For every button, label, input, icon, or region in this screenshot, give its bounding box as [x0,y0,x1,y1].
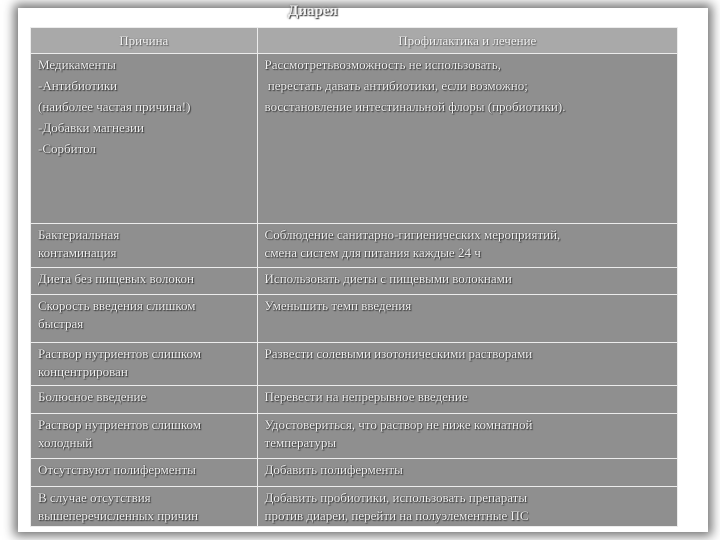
treatment-line: против диареи, перейти на полуэлементные ПС [264,508,529,523]
treatment-line: смена систем для питания каждые 24 ч [264,245,481,260]
treatment-cell [257,386,677,414]
table-row [31,54,678,224]
cause-cell [31,487,258,527]
table-row [31,487,678,527]
treatment-line: Рассмотретьвозможность не использовать, [264,57,501,72]
cause-line: Диета без пищевых волокон [38,271,195,286]
treatment-line: Развести солевыми изотоническими растворами [264,346,533,361]
cause-line: Раствор нутриентов слишком [38,417,201,432]
cause-cell [31,386,258,414]
treatment-cell [257,268,677,295]
table-row [31,414,678,459]
treatment-line: Добавить пробиотики, использовать препараты [264,490,528,505]
diarrhea-table [30,27,678,527]
cause-line: -Добавки магнезии [38,120,144,135]
page-title: Диарея [288,3,338,19]
cause-line: контаминация [38,245,117,260]
header-cause: Причина [31,28,258,54]
cause-line: -Антибиотики [38,78,118,93]
cause-cell [31,224,258,268]
table-row [31,343,678,386]
table-header-row [31,28,678,54]
table-row [31,268,678,295]
treatment-cell [257,459,677,487]
treatment-line: температуры [264,435,337,450]
cause-line: холодный [38,435,93,450]
cause-cell [31,414,258,459]
cause-line: Отсутствуют полиферменты [38,462,196,477]
treatment-line: Использовать диеты с пищевыми волокнами [264,271,512,286]
treatment-cell [257,414,677,459]
cause-cell [31,295,258,343]
treatment-line: Добавить полиферменты [264,462,403,477]
treatment-cell [257,295,677,343]
table-row [31,459,678,487]
cause-line: (наиболее частая причина!) [38,99,191,114]
cause-cell [31,459,258,487]
treatment-cell [257,343,677,386]
cause-line: Скорость введения слишком [38,298,196,313]
cause-line: Раствор нутриентов слишком [38,346,201,361]
treatment-line: восстановление интестинальной флоры (пробиотики). [264,99,566,114]
treatment-line: Соблюдение санитарно-гигиенических мероприятий, [264,227,561,242]
table-row [31,295,678,343]
cause-line: концентрирован [38,364,128,379]
table-row [31,224,678,268]
cause-cell [31,343,258,386]
treatment-cell [257,487,677,527]
cause-cell [31,268,258,295]
treatment-line: перестать давать антибиотики, если возможно; [264,78,528,93]
treatment-cell [257,54,677,224]
cause-line: быстрая [38,316,84,331]
cause-line: вышеперечисленных причин [38,508,199,523]
cause-line: В случае отсутствия [38,490,151,505]
treatment-line: Перевести на непрерывное введение [264,389,468,404]
table-row [31,386,678,414]
cause-cell [31,54,258,224]
cause-line: Бактериальная [38,227,120,242]
cause-line: Болюсное введение [38,389,147,404]
treatment-line: Удостовериться, что раствор не ниже комнатной [264,417,533,432]
header-treatment: Профилактика и лечение [257,28,677,54]
cause-line: Медикаменты [38,57,116,72]
cause-line: -Сорбитол [38,141,96,156]
treatment-cell [257,224,677,268]
treatment-line: Уменьшить темп введения [264,298,412,313]
